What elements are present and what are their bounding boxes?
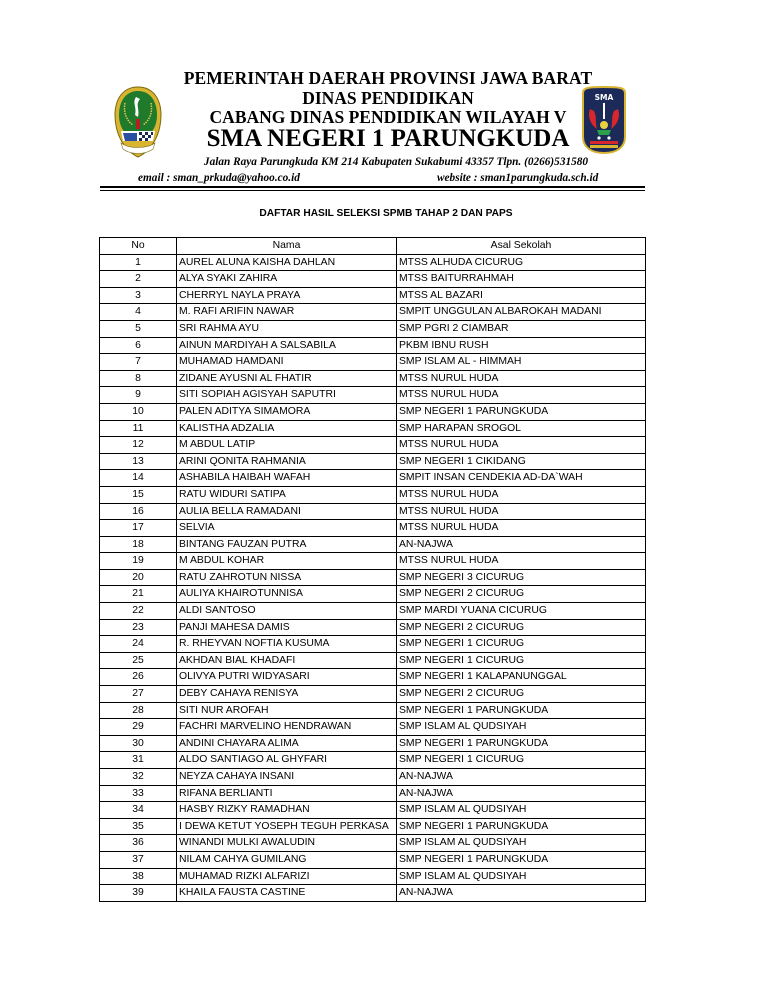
cell-nama: ZIDANE AYUSNI AL FHATIR — [177, 370, 397, 387]
table-row — [100, 553, 646, 570]
table-row — [100, 818, 646, 835]
cell-nama: FACHRI MARVELINO HENDRAWAN — [177, 719, 397, 736]
cell-no: 22 — [100, 603, 177, 620]
cell-no: 30 — [100, 735, 177, 752]
cell-nama: WINANDI MULKI AWALUDIN — [177, 835, 397, 852]
column-header-asal-sekolah: Asal Sekolah — [397, 238, 646, 255]
cell-no: 20 — [100, 569, 177, 586]
cell-no: 26 — [100, 669, 177, 686]
cell-nama: RATU WIDURI SATIPA — [177, 486, 397, 503]
cell-no: 7 — [100, 354, 177, 371]
cell-no: 10 — [100, 403, 177, 420]
cell-nama: I DEWA KETUT YOSEPH TEGUH PERKASA — [177, 818, 397, 835]
cell-no: 8 — [100, 370, 177, 387]
table-row — [100, 520, 646, 537]
cell-asal-sekolah: SMP NEGERI 1 KALAPANUNGGAL — [397, 669, 646, 686]
table-row — [100, 420, 646, 437]
cell-no: 15 — [100, 486, 177, 503]
table-row — [100, 603, 646, 620]
table-row — [100, 387, 646, 404]
table-body — [100, 254, 646, 901]
cell-asal-sekolah: SMP NEGERI 2 CICURUG — [397, 619, 646, 636]
cell-no: 34 — [100, 802, 177, 819]
cell-asal-sekolah: MTSS AL BAZARI — [397, 287, 646, 304]
cell-nama: PALEN ADITYA SIMAMORA — [177, 403, 397, 420]
table-row — [100, 254, 646, 271]
cell-asal-sekolah: SMP ISLAM AL - HIMMAH — [397, 354, 646, 371]
cell-no: 6 — [100, 337, 177, 354]
cell-nama: PANJI MAHESA DAMIS — [177, 619, 397, 636]
cell-no: 31 — [100, 752, 177, 769]
table-header-row — [100, 238, 646, 255]
cell-asal-sekolah: SMP NEGERI 1 PARUNGKUDA — [397, 735, 646, 752]
table-row — [100, 569, 646, 586]
cell-asal-sekolah: SMP NEGERI 2 CICURUG — [397, 686, 646, 703]
table-row — [100, 486, 646, 503]
cell-nama: NILAM CAHYA GUMILANG — [177, 851, 397, 868]
cell-no: 27 — [100, 686, 177, 703]
cell-no: 18 — [100, 536, 177, 553]
cell-asal-sekolah: MTSS NURUL HUDA — [397, 437, 646, 454]
cell-no: 5 — [100, 320, 177, 337]
letterhead-government-line: PEMERINTAH DAERAH PROVINSI JAWA BARAT — [183, 68, 593, 88]
cell-nama: AINUN MARDIYAH A SALSABILA — [177, 337, 397, 354]
table-row — [100, 735, 646, 752]
letterhead-divider-thick — [100, 186, 645, 188]
cell-no: 21 — [100, 586, 177, 603]
cell-nama: ASHABILA HAIBAH WAFAH — [177, 470, 397, 487]
cell-asal-sekolah: SMP NEGERI 1 PARUNGKUDA — [397, 851, 646, 868]
cell-asal-sekolah: SMP ISLAM AL QUDSIYAH — [397, 835, 646, 852]
cell-no: 9 — [100, 387, 177, 404]
cell-no: 23 — [100, 619, 177, 636]
cell-no: 38 — [100, 868, 177, 885]
cell-nama: ALYA SYAKI ZAHIRA — [177, 271, 397, 288]
table-row — [100, 304, 646, 321]
cell-nama: KALISTHA ADZALIA — [177, 420, 397, 437]
cell-nama: AULIA BELLA RAMADANI — [177, 503, 397, 520]
cell-no: 12 — [100, 437, 177, 454]
cell-nama: ALDO SANTIAGO AL GHYFARI — [177, 752, 397, 769]
cell-no: 33 — [100, 785, 177, 802]
cell-no: 37 — [100, 851, 177, 868]
table-row — [100, 702, 646, 719]
svg-text:SMA: SMA — [594, 93, 614, 102]
letterhead-website: website : sman1parungkuda.sch.id — [437, 172, 599, 184]
table-row — [100, 403, 646, 420]
table-row — [100, 785, 646, 802]
cell-no: 13 — [100, 453, 177, 470]
cell-asal-sekolah: MTSS ALHUDA CICURUG — [397, 254, 646, 271]
selection-results-table — [99, 237, 646, 902]
cell-nama: M. RAFI ARIFIN NAWAR — [177, 304, 397, 321]
cell-asal-sekolah: SMP ISLAM AL QUDSIYAH — [397, 868, 646, 885]
cell-no: 25 — [100, 652, 177, 669]
table-row — [100, 868, 646, 885]
cell-nama: AULIYA KHAIROTUNNISA — [177, 586, 397, 603]
table-row — [100, 752, 646, 769]
letterhead-branch-line: CABANG DINAS PENDIDIKAN WILAYAH V — [209, 107, 567, 127]
column-header-nama: Nama — [177, 238, 397, 255]
cell-nama: R. RHEYVAN NOFTIA KUSUMA — [177, 636, 397, 653]
cell-asal-sekolah: AN-NAJWA — [397, 769, 646, 786]
cell-nama: SELVIA — [177, 520, 397, 537]
table-row — [100, 636, 646, 653]
table-row — [100, 835, 646, 852]
cell-asal-sekolah: SMP HARAPAN SROGOL — [397, 420, 646, 437]
cell-no: 35 — [100, 818, 177, 835]
table-row — [100, 503, 646, 520]
cell-nama: MUHAMAD HAMDANI — [177, 354, 397, 371]
cell-nama: ALDI SANTOSO — [177, 603, 397, 620]
cell-nama: SRI RAHMA AYU — [177, 320, 397, 337]
cell-no: 28 — [100, 702, 177, 719]
cell-nama: BINTANG FAUZAN PUTRA — [177, 536, 397, 553]
table-row — [100, 536, 646, 553]
table-row — [100, 586, 646, 603]
cell-asal-sekolah: MTSS NURUL HUDA — [397, 370, 646, 387]
column-header-no: No — [100, 238, 177, 255]
cell-no: 11 — [100, 420, 177, 437]
cell-nama: KHAILA FAUSTA CASTINE — [177, 885, 397, 902]
cell-asal-sekolah: MTSS NURUL HUDA — [397, 486, 646, 503]
cell-asal-sekolah: SMP NEGERI 2 CICURUG — [397, 586, 646, 603]
cell-nama: M ABDUL LATIP — [177, 437, 397, 454]
cell-no: 4 — [100, 304, 177, 321]
table-row — [100, 669, 646, 686]
cell-asal-sekolah: SMP NEGERI 3 CICURUG — [397, 569, 646, 586]
table-row — [100, 686, 646, 703]
cell-asal-sekolah: SMP ISLAM AL QUDSIYAH — [397, 719, 646, 736]
cell-asal-sekolah: MTSS BAITURRAHMAH — [397, 271, 646, 288]
cell-nama: RATU ZAHROTUN NISSA — [177, 569, 397, 586]
cell-no: 2 — [100, 271, 177, 288]
cell-no: 1 — [100, 254, 177, 271]
table-row — [100, 437, 646, 454]
cell-no: 24 — [100, 636, 177, 653]
cell-no: 14 — [100, 470, 177, 487]
table-row — [100, 453, 646, 470]
table-row — [100, 370, 646, 387]
cell-nama: ANDINI CHAYARA ALIMA — [177, 735, 397, 752]
cell-nama: AUREL ALUNA KAISHA DAHLAN — [177, 254, 397, 271]
cell-asal-sekolah: SMP NEGERI 1 PARUNGKUDA — [397, 702, 646, 719]
table-row — [100, 769, 646, 786]
table-row — [100, 354, 646, 371]
cell-asal-sekolah: SMP ISLAM AL QUDSIYAH — [397, 802, 646, 819]
cell-no: 39 — [100, 885, 177, 902]
table-row — [100, 287, 646, 304]
cell-no: 17 — [100, 520, 177, 537]
table-row — [100, 271, 646, 288]
table-row — [100, 619, 646, 636]
cell-nama: AKHDAN BIAL KHADAFI — [177, 652, 397, 669]
cell-no: 19 — [100, 553, 177, 570]
letterhead-address: Jalan Raya Parungkuda KM 214 Kabupaten Sukabumi 43357 Tlpn. (0266)531580 — [203, 156, 589, 168]
cell-asal-sekolah: AN-NAJWA — [397, 785, 646, 802]
cell-asal-sekolah: MTSS NURUL HUDA — [397, 387, 646, 404]
cell-asal-sekolah: SMP NEGERI 1 CIKIDANG — [397, 453, 646, 470]
cell-nama: MUHAMAD RIZKI ALFARIZI — [177, 868, 397, 885]
cell-asal-sekolah: PKBM IBNU RUSH — [397, 337, 646, 354]
cell-nama: SITI SOPIAH AGISYAH SAPUTRI — [177, 387, 397, 404]
cell-nama: M ABDUL KOHAR — [177, 553, 397, 570]
cell-nama: DEBY CAHAYA RENISYA — [177, 686, 397, 703]
cell-asal-sekolah: SMPIT UNGGULAN ALBAROKAH MADANI — [397, 304, 646, 321]
cell-asal-sekolah: AN-NAJWA — [397, 536, 646, 553]
cell-no: 16 — [100, 503, 177, 520]
cell-no: 32 — [100, 769, 177, 786]
cell-no: 36 — [100, 835, 177, 852]
cell-nama: ARINI QONITA RAHMANIA — [177, 453, 397, 470]
cell-nama: HASBY RIZKY RAMADHAN — [177, 802, 397, 819]
cell-nama: NEYZA CAHAYA INSANI — [177, 769, 397, 786]
cell-asal-sekolah: SMP MARDI YUANA CICURUG — [397, 603, 646, 620]
cell-asal-sekolah: MTSS NURUL HUDA — [397, 503, 646, 520]
letterhead-school-name: SMA NEGERI 1 PARUNGKUDA — [206, 125, 570, 152]
cell-nama: SITI NUR AROFAH — [177, 702, 397, 719]
table-row — [100, 885, 646, 902]
cell-asal-sekolah: SMP NEGERI 1 PARUNGKUDA — [397, 818, 646, 835]
cell-asal-sekolah: MTSS NURUL HUDA — [397, 553, 646, 570]
cell-asal-sekolah: SMP PGRI 2 CIAMBAR — [397, 320, 646, 337]
letterhead-email: email : sman_prkuda@yahoo.co.id — [138, 172, 300, 184]
document-title: DAFTAR HASIL SELEKSI SPMB TAHAP 2 DAN PAPS — [259, 208, 513, 219]
cell-asal-sekolah: SMPIT INSAN CENDEKIA AD-DA`WAH — [397, 470, 646, 487]
cell-asal-sekolah: SMP NEGERI 1 CICURUG — [397, 652, 646, 669]
letterhead-agency-line: DINAS PENDIDIKAN — [302, 88, 474, 108]
cell-asal-sekolah: MTSS NURUL HUDA — [397, 520, 646, 537]
letterhead-divider-thin — [100, 190, 645, 191]
table-row — [100, 470, 646, 487]
cell-asal-sekolah: AN-NAJWA — [397, 885, 646, 902]
cell-no: 3 — [100, 287, 177, 304]
table-row — [100, 337, 646, 354]
cell-nama: CHERRYL NAYLA PRAYA — [177, 287, 397, 304]
table-row — [100, 719, 646, 736]
cell-asal-sekolah: SMP NEGERI 1 PARUNGKUDA — [397, 403, 646, 420]
table-row — [100, 802, 646, 819]
cell-nama: RIFANA BERLIANTI — [177, 785, 397, 802]
table-row — [100, 851, 646, 868]
table-row — [100, 652, 646, 669]
table-row — [100, 320, 646, 337]
cell-nama: OLIVYA PUTRI WIDYASARI — [177, 669, 397, 686]
cell-no: 29 — [100, 719, 177, 736]
cell-asal-sekolah: SMP NEGERI 1 CICURUG — [397, 636, 646, 653]
cell-asal-sekolah: SMP NEGERI 1 CICURUG — [397, 752, 646, 769]
